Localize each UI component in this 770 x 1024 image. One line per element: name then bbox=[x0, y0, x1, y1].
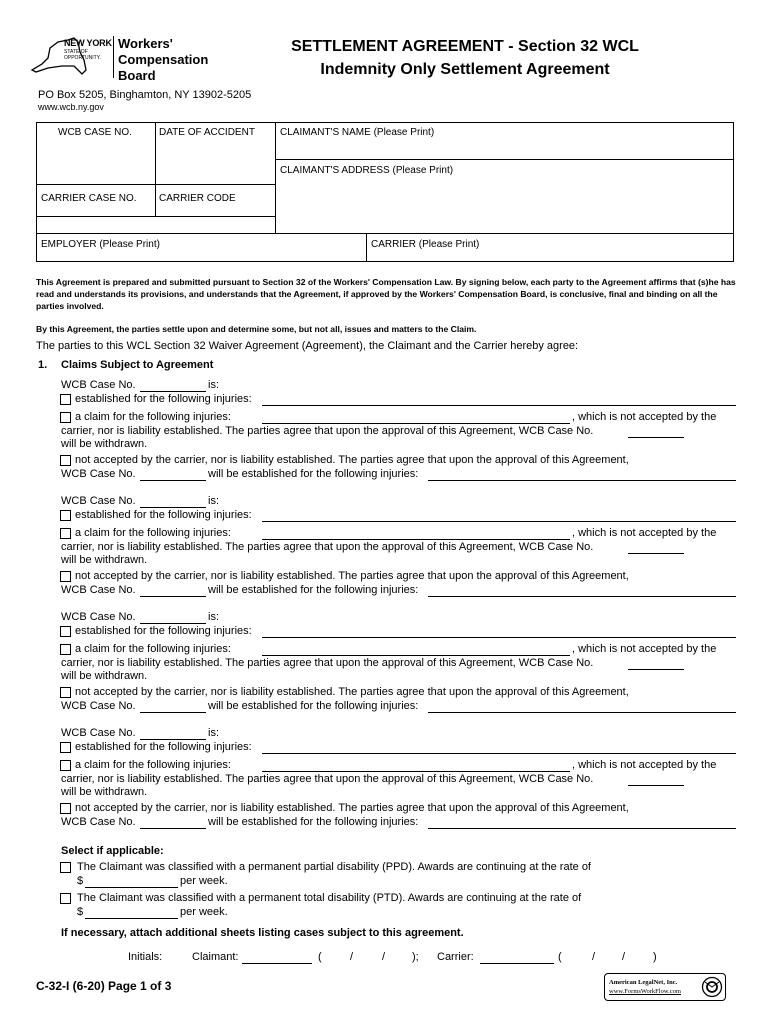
ptd-rate-input[interactable] bbox=[85, 918, 178, 919]
withdrawn-case-no-input[interactable] bbox=[628, 553, 684, 554]
claim-for-checkbox[interactable] bbox=[60, 412, 71, 423]
carrier-liability-text: carrier, nor is liability established. The parties agree that upon the approval of this Agreement, WCB Case No. bbox=[61, 541, 594, 553]
will-be-established-input[interactable] bbox=[428, 596, 736, 597]
not-accepted-label: not accepted by the carrier, nor is liability established. The parties agree that upon the approval of this Agreement, bbox=[75, 570, 629, 582]
carrier-date-slash-2: / bbox=[622, 951, 626, 963]
vendor-badge bbox=[604, 973, 726, 1001]
logo-agency-line2: Compensation bbox=[118, 52, 209, 67]
intro-parties: The parties to this WCL Section 32 Waiver Agreement (Agreement), the Claimant and the Carrier hereby agree: bbox=[36, 340, 579, 352]
carrier-date-slash-1: / bbox=[592, 951, 596, 963]
case-no-input[interactable] bbox=[140, 391, 206, 392]
case-no-label: WCB Case No. bbox=[61, 727, 136, 739]
withdrawn-case-no-input[interactable] bbox=[628, 785, 684, 786]
initials-claimant-label: Claimant: bbox=[192, 951, 239, 963]
established-label: established for the following injuries: bbox=[75, 393, 252, 405]
select-heading: Select if applicable: bbox=[61, 845, 164, 857]
ptd-label: The Claimant was classified with a permanent total disability (PTD). Awards are continuing at the rate of bbox=[77, 892, 582, 904]
withdrawn-label: will be withdrawn. bbox=[61, 670, 148, 682]
established-injuries-input[interactable] bbox=[262, 521, 736, 522]
case-no-input[interactable] bbox=[140, 739, 206, 740]
initials-label: Initials: bbox=[128, 951, 163, 963]
case-no-label: WCB Case No. bbox=[61, 379, 136, 391]
ppd-per-week: per week. bbox=[180, 875, 228, 887]
board-address: PO Box 5205, Binghamton, NY 13902-5205 bbox=[38, 89, 252, 101]
established-checkbox[interactable] bbox=[60, 742, 71, 753]
carrier-liability-text: carrier, nor is liability established. The parties agree that upon the approval of this Agreement, WCB Case No. bbox=[61, 773, 594, 785]
is-label: is: bbox=[208, 611, 219, 623]
employer-field[interactable]: EMPLOYER (Please Print) bbox=[41, 239, 160, 250]
established-label: established for the following injuries: bbox=[75, 509, 252, 521]
ptd-per-week: per week. bbox=[180, 906, 228, 918]
claimant-date-slash-1: / bbox=[350, 951, 354, 963]
case-no-input-2[interactable] bbox=[140, 596, 206, 597]
initials-carrier-label: Carrier: bbox=[437, 951, 474, 963]
not-accepted-checkbox[interactable] bbox=[60, 455, 71, 466]
carrier-date-open: ( bbox=[558, 951, 562, 963]
not-accepted-tail: , which is not accepted by the bbox=[572, 411, 717, 423]
info-table bbox=[36, 122, 734, 262]
claim-injuries-input[interactable] bbox=[262, 423, 570, 424]
case-no-input-2[interactable] bbox=[140, 828, 206, 829]
section-number: 1. bbox=[38, 359, 48, 371]
intro-scope: By this Agreement, the parties settle upon and determine some, but not all, issues and matters to the Claim. bbox=[36, 324, 477, 334]
claim-injuries-input[interactable] bbox=[262, 655, 570, 656]
case-no-label-2: WCB Case No. bbox=[61, 584, 136, 596]
claim-block bbox=[0, 723, 770, 833]
is-label: is: bbox=[208, 727, 219, 739]
vendor-logo-icon bbox=[701, 976, 723, 998]
claim-block bbox=[0, 607, 770, 717]
not-accepted-tail: , which is not accepted by the bbox=[572, 643, 717, 655]
claimant-date-slash-2: / bbox=[382, 951, 386, 963]
withdrawn-case-no-input[interactable] bbox=[628, 437, 684, 438]
case-no-input-2[interactable] bbox=[140, 712, 206, 713]
wcb-case-no-field[interactable]: WCB CASE NO. bbox=[58, 127, 132, 138]
form-id: C-32-I (6-20) Page 1 of 3 bbox=[36, 979, 172, 993]
case-no-label: WCB Case No. bbox=[61, 611, 136, 623]
withdrawn-label: will be withdrawn. bbox=[61, 554, 148, 566]
logo-state-sub1: STATE OF bbox=[64, 49, 88, 55]
is-label: is: bbox=[208, 495, 219, 507]
will-be-established-label: will be established for the following injuries: bbox=[208, 700, 419, 712]
not-accepted-label: not accepted by the carrier, nor is liability established. The parties agree that upon the approval of this Agreement, bbox=[75, 454, 629, 466]
withdrawn-label: will be withdrawn. bbox=[61, 438, 148, 450]
not-accepted-checkbox[interactable] bbox=[60, 803, 71, 814]
section-heading: Claims Subject to Agreement bbox=[61, 359, 214, 371]
logo-divider bbox=[113, 36, 114, 78]
is-label: is: bbox=[208, 379, 219, 391]
carrier-initials-input[interactable] bbox=[480, 963, 554, 964]
ptd-dollar: $ bbox=[77, 906, 84, 918]
claim-for-label: a claim for the following injuries: bbox=[75, 643, 231, 655]
established-injuries-input[interactable] bbox=[262, 753, 736, 754]
ppd-dollar: $ bbox=[77, 875, 84, 887]
withdrawn-case-no-input[interactable] bbox=[628, 669, 684, 670]
ppd-rate-input[interactable] bbox=[85, 887, 178, 888]
board-website: www.wcb.ny.gov bbox=[38, 102, 104, 112]
not-accepted-label: not accepted by the carrier, nor is liability established. The parties agree that upon the approval of this Agreement, bbox=[75, 802, 629, 814]
case-no-label-2: WCB Case No. bbox=[61, 700, 136, 712]
will-be-established-input[interactable] bbox=[428, 828, 736, 829]
carrier-case-no-field[interactable]: CARRIER CASE NO. bbox=[41, 193, 137, 204]
intro-paragraph: This Agreement is prepared and submitted pursuant to Section 32 of the Workers' Compensation Law. By signing below, each party to the Agreement affirms that (s)he has read and understands its provisions, and understands that the Agreement, if approved by the Workers' Compensation Board, is conclusive, final and binding on all the parties involved. bbox=[36, 277, 736, 311]
established-label: established for the following injuries: bbox=[75, 741, 252, 753]
case-no-input[interactable] bbox=[140, 507, 206, 508]
claim-block bbox=[0, 491, 770, 601]
vendor-name: American LegalNet, Inc. bbox=[609, 979, 678, 986]
claim-block bbox=[0, 375, 770, 485]
claim-for-checkbox[interactable] bbox=[60, 760, 71, 771]
carrier-code-field[interactable]: CARRIER CODE bbox=[159, 193, 236, 204]
will-be-established-label: will be established for the following injuries: bbox=[208, 468, 419, 480]
established-checkbox[interactable] bbox=[60, 510, 71, 521]
logo-agency-line3: Board bbox=[118, 68, 156, 83]
logo-state-text: NEW YORK bbox=[64, 38, 112, 48]
claim-for-label: a claim for the following injuries: bbox=[75, 527, 231, 539]
established-checkbox[interactable] bbox=[60, 394, 71, 405]
date-of-accident-field[interactable]: DATE OF ACCIDENT bbox=[159, 127, 255, 138]
not-accepted-label: not accepted by the carrier, nor is liability established. The parties agree that upon the approval of this Agreement, bbox=[75, 686, 629, 698]
will-be-established-label: will be established for the following injuries: bbox=[208, 584, 419, 596]
ptd-checkbox[interactable] bbox=[60, 893, 71, 904]
not-accepted-tail: , which is not accepted by the bbox=[572, 759, 717, 771]
will-be-established-input[interactable] bbox=[428, 712, 736, 713]
attach-note: If necessary, attach additional sheets listing cases subject to this agreement. bbox=[61, 927, 464, 939]
form-subtitle: Indemnity Only Settlement Agreement bbox=[320, 61, 610, 78]
claimant-name-field[interactable]: CLAIMANT'S NAME (Please Print) bbox=[280, 127, 435, 138]
logo-state-sub2: OPPORTUNITY. bbox=[64, 55, 101, 61]
ppd-checkbox[interactable] bbox=[60, 862, 71, 873]
claimant-initials-input[interactable] bbox=[242, 963, 312, 964]
case-no-input[interactable] bbox=[140, 623, 206, 624]
will-be-established-input[interactable] bbox=[428, 480, 736, 481]
will-be-established-label: will be established for the following injuries: bbox=[208, 816, 419, 828]
not-accepted-checkbox[interactable] bbox=[60, 571, 71, 582]
claimant-date-close: ); bbox=[412, 951, 419, 963]
established-label: established for the following injuries: bbox=[75, 625, 252, 637]
claim-for-checkbox[interactable] bbox=[60, 644, 71, 655]
not-accepted-checkbox[interactable] bbox=[60, 687, 71, 698]
claim-injuries-input[interactable] bbox=[262, 539, 570, 540]
established-injuries-input[interactable] bbox=[262, 637, 736, 638]
logo bbox=[28, 28, 218, 88]
established-checkbox[interactable] bbox=[60, 626, 71, 637]
case-no-label-2: WCB Case No. bbox=[61, 816, 136, 828]
claim-for-label: a claim for the following injuries: bbox=[75, 759, 231, 771]
claim-for-label: a claim for the following injuries: bbox=[75, 411, 231, 423]
withdrawn-label: will be withdrawn. bbox=[61, 786, 148, 798]
claim-for-checkbox[interactable] bbox=[60, 528, 71, 539]
claimant-address-field[interactable]: CLAIMANT'S ADDRESS (Please Print) bbox=[280, 165, 454, 176]
not-accepted-tail: , which is not accepted by the bbox=[572, 527, 717, 539]
carrier-liability-text: carrier, nor is liability established. The parties agree that upon the approval of this Agreement, WCB Case No. bbox=[61, 657, 594, 669]
case-no-label: WCB Case No. bbox=[61, 495, 136, 507]
claim-injuries-input[interactable] bbox=[262, 771, 570, 772]
ppd-label: The Claimant was classified with a permanent partial disability (PPD). Awards are continuing at the rate of bbox=[77, 861, 591, 873]
form-title: SETTLEMENT AGREEMENT - Section 32 WCL bbox=[291, 38, 639, 55]
carrier-date-close: ) bbox=[653, 951, 657, 963]
case-no-input-2[interactable] bbox=[140, 480, 206, 481]
vendor-url: www.FormsWorkFlow.com bbox=[609, 988, 681, 995]
claimant-date-open: ( bbox=[318, 951, 322, 963]
case-no-label-2: WCB Case No. bbox=[61, 468, 136, 480]
carrier-liability-text: carrier, nor is liability established. The parties agree that upon the approval of this Agreement, WCB Case No. bbox=[61, 425, 594, 437]
carrier-field[interactable]: CARRIER (Please Print) bbox=[371, 239, 480, 250]
established-injuries-input[interactable] bbox=[262, 405, 736, 406]
logo-agency-line1: Workers' bbox=[118, 36, 173, 51]
